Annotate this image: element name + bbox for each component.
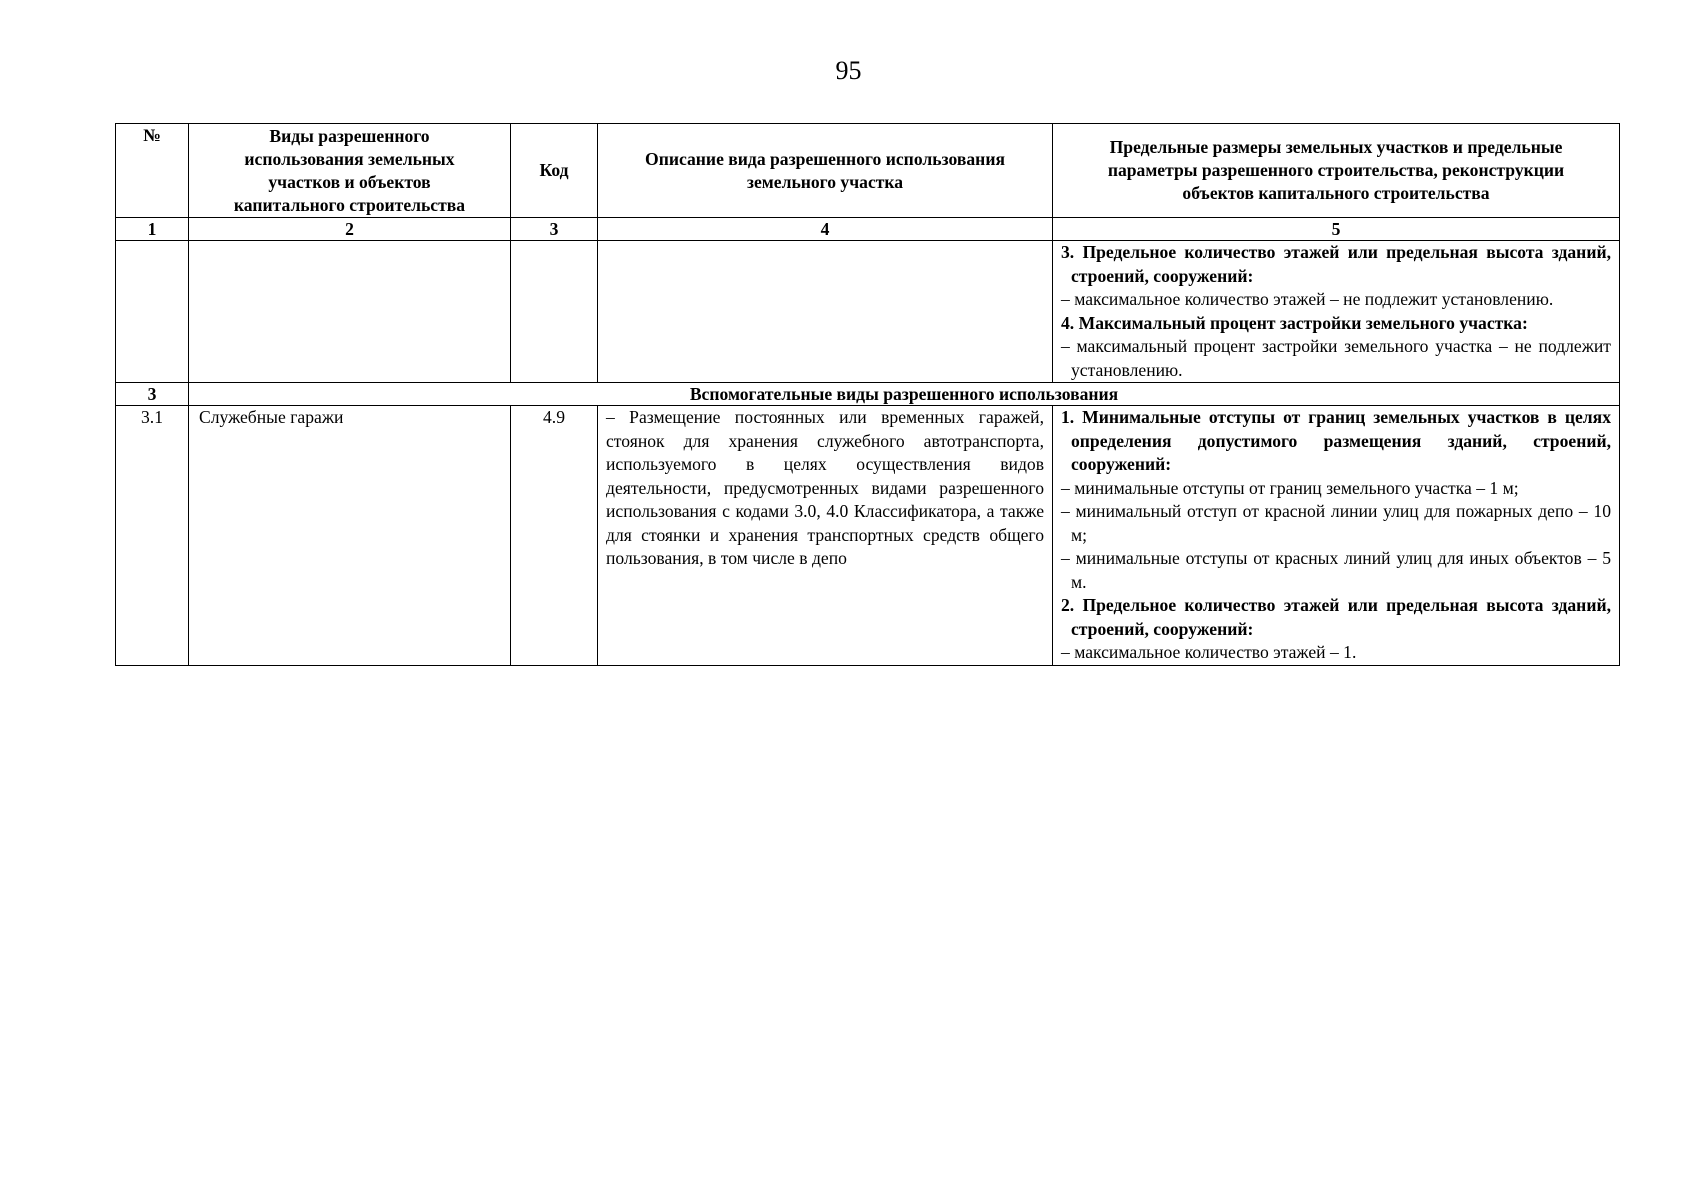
column-number: 3 (511, 218, 598, 241)
column-number: 2 (189, 218, 511, 241)
section-title: Вспомогательные виды разрешенного использования (189, 383, 1620, 406)
param-heading-setbacks: 1. Минимальные отступы от границ земельных участков в целях определения допустимого размещения зданий, строений, сооружений: (1061, 407, 1611, 474)
header-description: Описание вида разрешенного использования земельного участка (598, 124, 1053, 218)
param-item: – минимальные отступы от красных линий улиц для иных объектов – 5 м. (1061, 548, 1611, 592)
header-use-types: Виды разрешенного использования земельных участков и объектов капитального строительства (189, 124, 511, 218)
param-item: – максимальный процент застройки земельного участка – не подлежит установлению. (1061, 336, 1611, 380)
param-item: – минимальный отступ от красной линии улиц для пожарных депо – 10 м; (1061, 501, 1611, 545)
row-number: 3.1 (116, 406, 189, 666)
use-type-description: – Размещение постоянных или временных гаражей, стоянок для хранения служебного автотранспорта, используемого в целях осуществления видов деятельности, предусмотренных видами разрешенного использования с кодами 3.0, 4.0 Классификатора, а также для стоянки и хранения транспортных средств общего пользования, в том числе в депо (598, 406, 1053, 666)
page-number: 95 (835, 56, 862, 85)
column-number: 5 (1053, 218, 1620, 241)
empty-cell (511, 241, 598, 383)
param-item: – максимальное количество этажей – 1. (1061, 642, 1357, 662)
header-row (116, 124, 1620, 218)
parameters-cell (1053, 406, 1620, 666)
section-number: 3 (116, 383, 189, 406)
land-use-table (115, 123, 1620, 666)
header-parameters: Предельные размеры земельных участков и предельные параметры разрешенного строительства, реконструкции объектов капитального строительства (1053, 124, 1620, 218)
column-number: 4 (598, 218, 1053, 241)
table-row (116, 406, 1620, 666)
param-item: – максимальное количество этажей – не подлежит установлению. (1061, 289, 1554, 309)
parameters-cell (1053, 241, 1620, 383)
use-type-name: Служебные гаражи (189, 406, 511, 666)
column-number: 1 (116, 218, 189, 241)
param-heading-coverage: 4. Максимальный процент застройки земельного участка: (1061, 312, 1528, 333)
param-item: – минимальные отступы от границ земельного участка – 1 м; (1061, 477, 1519, 498)
param-heading-floors: 2. Предельное количество этажей или предельная высота зданий, строений, сооружений: (1061, 595, 1611, 639)
header-number: № (116, 124, 189, 218)
section-row (116, 383, 1620, 406)
empty-cell (116, 241, 189, 383)
empty-cell (598, 241, 1053, 383)
use-type-code: 4.9 (511, 406, 598, 666)
continuation-row (116, 241, 1620, 383)
column-number-row (116, 218, 1620, 241)
header-code: Код (511, 124, 598, 218)
param-heading-floors: 3. Предельное количество этажей или предельная высота зданий, строений, сооружений: (1061, 242, 1611, 286)
empty-cell (189, 241, 511, 383)
